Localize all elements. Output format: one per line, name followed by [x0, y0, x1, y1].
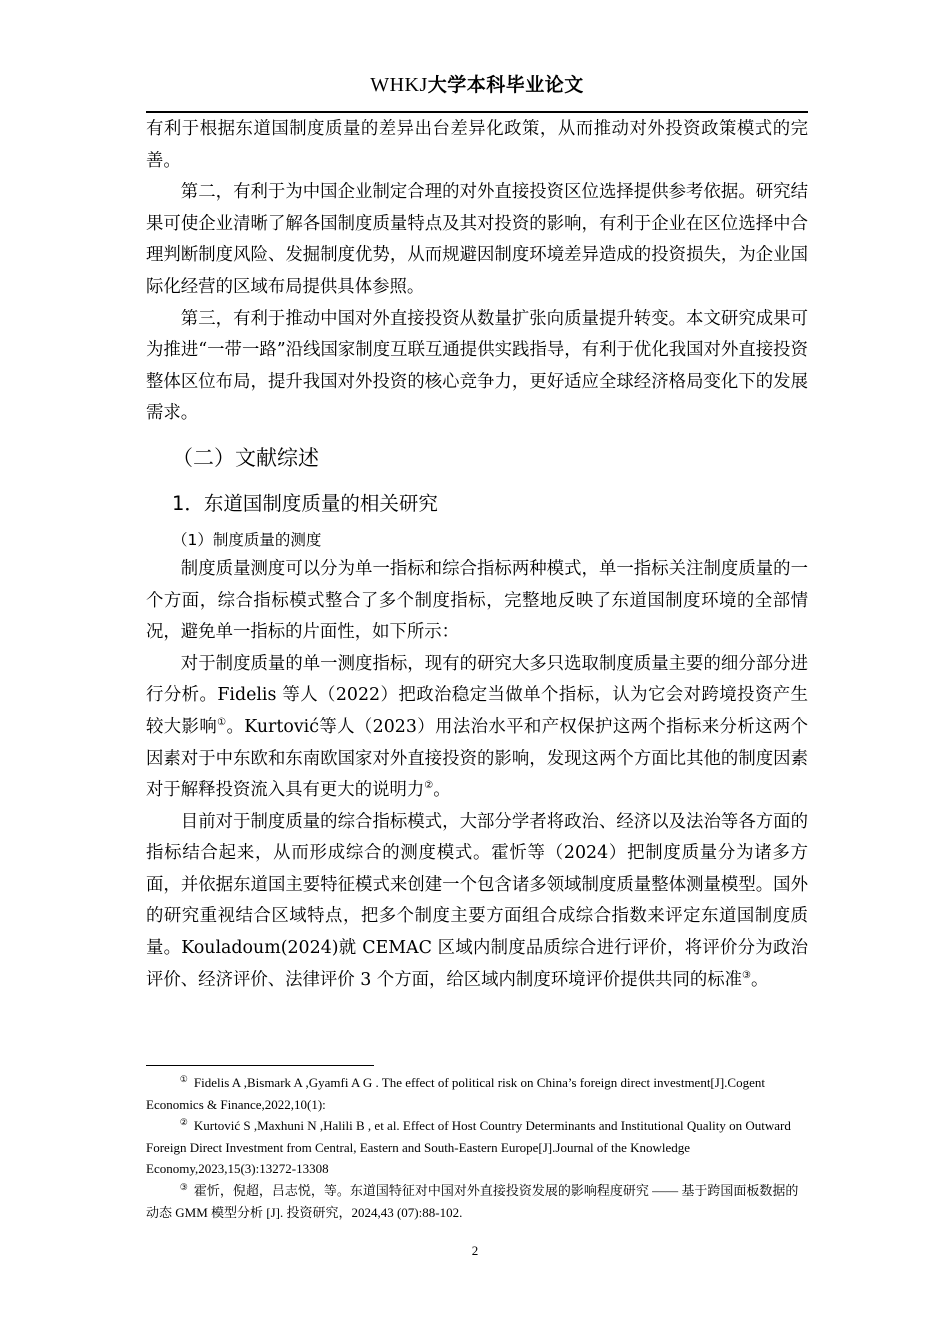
- header-title-latin: WHKJ: [370, 74, 428, 96]
- footnote-2: [146, 1115, 808, 1180]
- footnote-text-2: Kurtović S ,Maxhuni N ,Halili B , et al. Effect of Host Country Determinants and Institutional Quality on Outward Foreign Direct Investment from Central, Eastern and South-Eastern Europe[J].Journal of the Knowledge Economy,2023,15(3):13272-13308: [146, 1118, 791, 1177]
- subsubsection-heading-measurement: （1）制度质量的测度: [172, 530, 322, 549]
- footnote-text-1: Fidelis A ,Bismark A ,Gyamfi A G . The effect of political risk on China’s foreign direct investment[J].Cogent Economics & Finance,2022,10(1):: [146, 1075, 765, 1112]
- composite-indicator-text-a: 目前对于制度质量的综合指标模式，大部分学者将政治、经济以及法治等各方面的指标结合起来，从而形成综合的测度模式。霍忻等（2024）把制度质量分为诸多方面，并依据东道国主要特征模式来创建一个包含诸多领域制度质量整体测量模型。国外的研究重视结合区域特点，把多个制度主要方面组合成综合指数来评定东道国制度质量。Kouladoum(2024)就 CEMAC 区域内制度品质综合进行评价，将评价分为政治评价、经济评价、法律评价 3 个方面，给区域内制度环境评价提供共同的标准: [146, 811, 808, 990]
- body-text: [146, 114, 808, 996]
- footnotes: [146, 1072, 808, 1223]
- footnote-text-3: 霍忻，倪超，吕志悦，等。东道国特征对中国对外直接投资发展的影响程度研究 —— 基于跨国面板数据的动态 GMM 模型分析 [J]. 投资研究，2024,43 (07):88-102.: [146, 1182, 799, 1220]
- header-title-cjk: 大学本科毕业论文: [427, 74, 584, 96]
- section-heading-literature-review: （二）文献综述: [172, 445, 319, 470]
- single-indicator-text-a: 对于制度质量的单一测度指标，现有的研究大多只选取制度质量主要的细分部分进行分析。Fidelis 等人（2022）把政治稳定当做单个指标，认为它会对跨境投资产生较大影响: [146, 653, 808, 737]
- footnote-ref-3[interactable]: ③: [742, 969, 751, 981]
- single-indicator-text-b: 。Kurtović等人（2023）用法治水平和产权保护这两个指标来分析这两个因素对于中东欧和东南欧国家对外直接投资的影响，发现这两个方面比其他的制度因素对于解释投资流入具有更大的说明力: [146, 716, 808, 801]
- footnote-3: [146, 1180, 808, 1223]
- paragraph-third-point: 第三，有利于推动中国对外直接投资从数量扩张向质量提升转变。本文研究成果可为推进“一带一路”沿线国家制度互联互通提供实践指导，有利于优化我国对外直接投资整体区位布局，提升我国对外投资的核心竞争力，更好适应全球经济格局变化下的发展需求。: [146, 308, 808, 424]
- composite-indicator-text-b: 。: [750, 969, 769, 990]
- running-header: [146, 70, 808, 97]
- footnote-ref-2[interactable]: ②: [424, 780, 434, 792]
- footnote-mark-3: ③: [179, 1181, 188, 1192]
- footnote-mark-1: ①: [179, 1074, 188, 1084]
- paragraph-second-point: 第二，有利于为中国企业制定合理的对外直接投资区位选择提供参考依据。研究结果可使企业清晰了解各国制度质量特点及其对投资的影响，有利于企业在区位选择中合理判断制度风险、发掘制度优势，从而规避因制度环境差异造成的投资损失，为企业国际化经营的区域布局提供具体参照。: [146, 182, 808, 297]
- paragraph-composite-indicator: [146, 807, 808, 997]
- paragraph-continued: 有利于根据东道国制度质量的差异出台差异化政策，从而推动对外投资政策模式的完善。: [146, 119, 808, 171]
- footnote-mark-2: ②: [179, 1117, 188, 1128]
- paragraph-single-indicator: [146, 649, 808, 807]
- page-number: 2: [471, 1243, 479, 1258]
- single-indicator-text-c: 。: [433, 780, 451, 801]
- footnote-1: [146, 1072, 808, 1115]
- paragraph-measurement-modes: 制度质量测度可以分为单一指标和综合指标两种模式，单一指标关注制度质量的一个方面，综合指标模式整合了多个制度指标，完整地反映了东道国制度环境的全部情况，避免单一指标的片面性，如下所示：: [146, 558, 808, 643]
- subsection-heading-institutional-quality: 1．东道国制度质量的相关研究: [172, 491, 438, 515]
- header-rule: [146, 111, 808, 113]
- footnote-ref-1[interactable]: ①: [217, 716, 227, 728]
- footnote-separator: [146, 1065, 374, 1066]
